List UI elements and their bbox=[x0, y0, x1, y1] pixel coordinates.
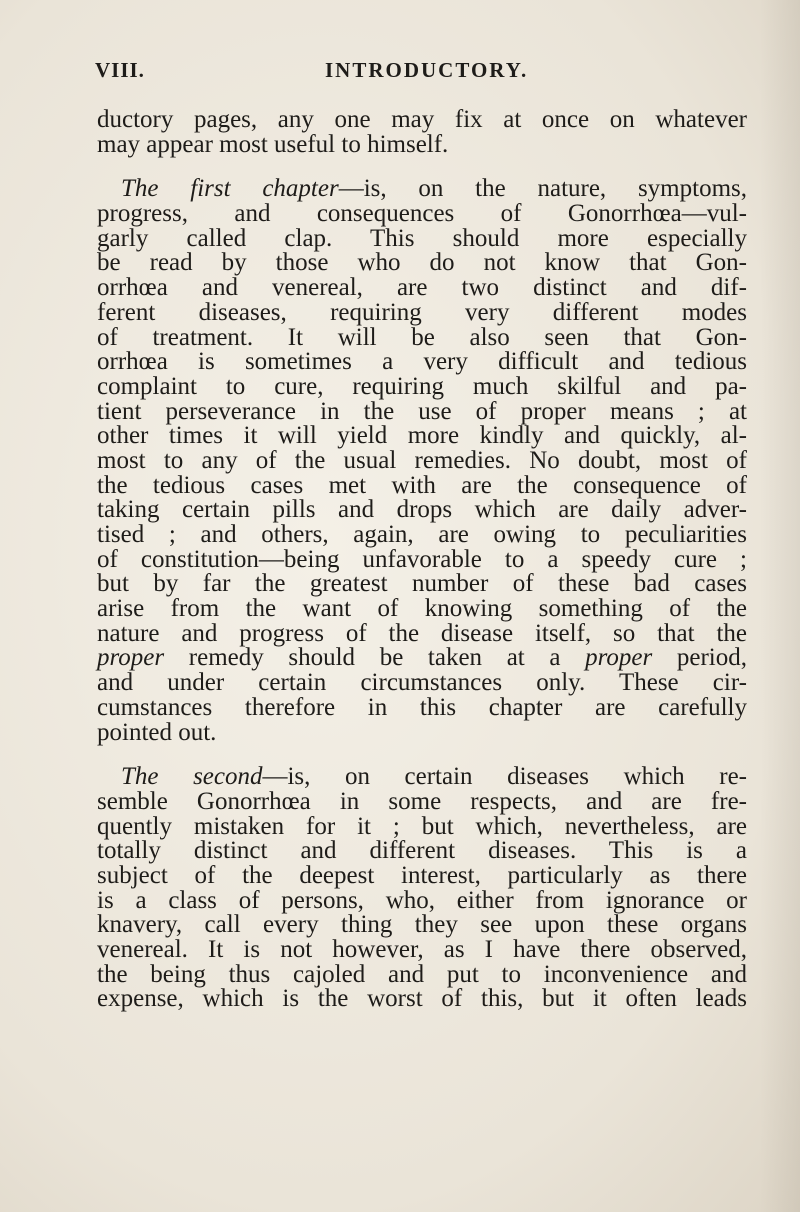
text-line: quently mistaken for it ; but which, nevertheless, are bbox=[97, 812, 747, 840]
text-line: knavery, call every thing they see upon these organs bbox=[97, 911, 747, 939]
text-line: complaint to cure, requiring much skilful and pa- bbox=[97, 372, 747, 400]
text-line: The first chapter—is, on the nature, symptoms, bbox=[121, 175, 747, 203]
page-number: VIII. bbox=[95, 58, 145, 82]
text-line: may appear most useful to himself. bbox=[97, 130, 449, 158]
text-line: most to any of the usual remedies. No doubt, most of bbox=[97, 446, 747, 474]
text-line: garly called clap. This should more especially bbox=[97, 224, 747, 252]
running-head bbox=[95, 58, 735, 88]
body-text bbox=[97, 108, 747, 1012]
paragraph-continuation bbox=[97, 108, 747, 157]
italic-word: proper bbox=[585, 644, 653, 672]
text-line: of treatment. It will be also seen that Gon- bbox=[97, 323, 747, 351]
text-line: taking certain pills and drops which are daily adver- bbox=[97, 496, 747, 524]
text-line: totally distinct and different diseases. This is a bbox=[97, 837, 747, 865]
text-line: proper remedy should be taken at a proper period, bbox=[97, 644, 748, 672]
text-line: progress, and consequences of Gonorrhœa—vul- bbox=[97, 200, 747, 228]
text-line: other times it will yield more kindly and quickly, al- bbox=[97, 422, 747, 450]
text-line: the being thus cajoled and put to inconvenience and bbox=[97, 960, 747, 988]
text-line: ferent diseases, requiring very different modes bbox=[97, 298, 747, 326]
text-line: venereal. It is not however, as I have there observed, bbox=[97, 936, 747, 963]
italic-word: proper bbox=[97, 644, 165, 672]
text-line: nature and progress of the disease itself, so that the bbox=[97, 619, 747, 647]
text-line: ductory pages, any one may fix at once on whatever bbox=[97, 106, 747, 133]
text-line: tised ; and others, again, are owing to peculiarities bbox=[97, 521, 747, 548]
text-line: orrhœa and venereal, are two distinct and dif- bbox=[97, 274, 747, 302]
chapter-lead: The first chapter bbox=[121, 175, 339, 203]
text-line: expense, which is the worst of this, but it often leads bbox=[97, 985, 747, 1013]
text-line: the tedious cases met with are the consequence of bbox=[97, 471, 747, 499]
text-line: pointed out. bbox=[97, 718, 217, 746]
text-line: The second—is, on certain diseases which re- bbox=[121, 763, 747, 791]
text-line: arise from the want of knowing something of the bbox=[97, 595, 747, 623]
page-edge-shadow bbox=[760, 0, 800, 1212]
text-line: but by far the greatest number of these bad cases bbox=[97, 570, 747, 598]
text-line: semble Gonorrhœa in some respects, and are fre- bbox=[97, 787, 747, 815]
text-line: of constitution—being unfavorable to a speedy cure ; bbox=[97, 545, 747, 573]
paragraph-first-chapter bbox=[97, 177, 747, 745]
text-line: subject of the deepest interest, particularly as there bbox=[97, 861, 747, 889]
text-line: be read by those who do not know that Gon- bbox=[97, 249, 747, 277]
text-line: cumstances therefore in this chapter are carefully bbox=[97, 693, 747, 721]
running-title: INTRODUCTORY. bbox=[325, 58, 529, 82]
paragraph-second-chapter bbox=[97, 765, 747, 1012]
text-line: and under certain circumstances only. These cir- bbox=[97, 669, 747, 697]
text-line: orrhœa is sometimes a very difficult and tedious bbox=[97, 348, 747, 376]
text-line: tient perseverance in the use of proper means ; at bbox=[97, 397, 747, 425]
chapter-lead: The second bbox=[121, 763, 263, 791]
text-line: is a class of persons, who, either from ignorance or bbox=[97, 886, 747, 914]
